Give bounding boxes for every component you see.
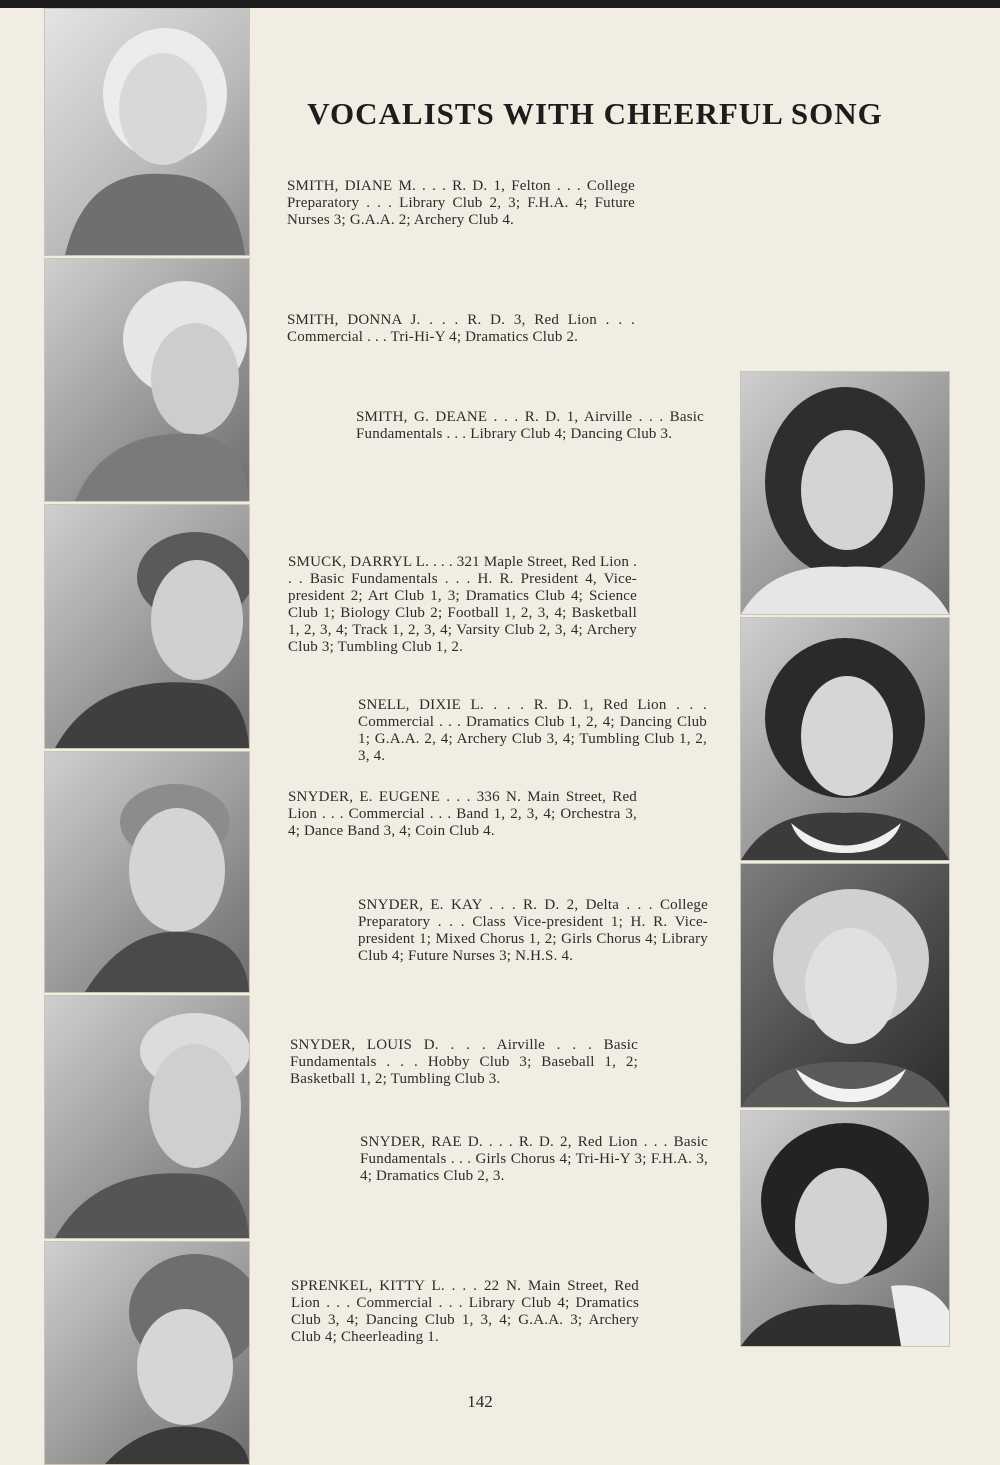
bio-smith-diane: SMITH, DIANE M. . . . R. D. 1, Felton . . . College Preparatory . . . Library Club 2, 3; F.H.A. 4; Future Nurses 3; G.A.A. 2; Archery Club 4. (287, 178, 635, 228)
portrait-silhouette (45, 259, 249, 501)
portrait-sprenkel-kitty (44, 1241, 250, 1465)
portrait-smith-deane (740, 371, 950, 615)
bio-sprenkel-kitty: SPRENKEL, KITTY L. . . . 22 N. Main Street, Red Lion . . . Commercial . . . Library Club 4; Dramatics Club 3, 4; Dancing Club 1, 3, 4; G.A.A. 3; Archery Club 4; Cheerleading 1. (291, 1278, 639, 1345)
portrait-silhouette (45, 1242, 249, 1464)
portrait-silhouette (45, 996, 249, 1238)
portrait-snyder-kay (740, 863, 950, 1108)
portrait-snyder-louis (44, 995, 250, 1239)
portrait-silhouette (45, 505, 249, 748)
bio-smith-deane: SMITH, G. DEANE . . . R. D. 1, Airville . . . Basic Fundamentals . . . Library Club 4; Dancing Club 3. (356, 409, 704, 442)
portrait-silhouette (45, 752, 249, 992)
portrait-silhouette (741, 1111, 949, 1346)
portrait-smith-donna (44, 258, 250, 502)
portrait-silhouette (741, 864, 949, 1107)
portrait-snell-dixie (740, 617, 950, 861)
bio-snell-dixie: SNELL, DIXIE L. . . . R. D. 1, Red Lion . . . Commercial . . . Dramatics Club 1, 2, 4; Dancing Club 1; G.A.A. 2, 4; Archery Club 3, 4; Tumbling Club 1, 2, 3, 4. (358, 697, 707, 764)
bio-snyder-eugene: SNYDER, E. EUGENE . . . 336 N. Main Street, Red Lion . . . Commercial . . . Band 1, 2, 3, 4; Orchestra 3, 4; Dance Band 3, 4; Coin Club 4. (288, 789, 637, 839)
page-title: VOCALISTS WITH CHEERFUL SONG (307, 96, 883, 131)
page-number: 142 (467, 1392, 493, 1411)
page-top-edge (0, 0, 1000, 8)
portrait-snyder-rae (740, 1110, 950, 1347)
bio-smuck-darryl: SMUCK, DARRYL L. . . . 321 Maple Street, Red Lion . . . Basic Fundamentals . . . H. R. President 4, Vice-president 2; Art Club 1, 3; Dramatics Club 4; Science Club 1; Biology Club 2; Football 1, 2, 3, 4; Basketball 1, 2, 3, 4; Track 1, 2, 3, 4; Varsity Club 2, 3, 4; Archery Club 3; Tumbling Club 1, 2. (288, 554, 637, 655)
portrait-snyder-eugene (44, 751, 250, 993)
portrait-smith-diane (44, 8, 250, 256)
bio-snyder-kay: SNYDER, E. KAY . . . R. D. 2, Delta . . . College Preparatory . . . Class Vice-president 1; H. R. Vice-president 1; Mixed Chorus 1, 2; Girls Chorus 4; Library Club 4; Future Nurses 3; N.H.S. 4. (358, 897, 708, 964)
portrait-smuck-darryl (44, 504, 250, 749)
bio-smith-donna: SMITH, DONNA J. . . . R. D. 3, Red Lion . . . Commercial . . . Tri-Hi-Y 4; Dramatics Club 2. (287, 312, 635, 345)
bio-snyder-louis: SNYDER, LOUIS D. . . . Airville . . . Basic Fundamentals . . . Hobby Club 3; Baseball 1, 2; Basketball 1, 2; Tumbling Club 3. (290, 1037, 638, 1087)
portrait-silhouette (741, 372, 949, 614)
bio-snyder-rae: SNYDER, RAE D. . . . R. D. 2, Red Lion . . . Basic Fundamentals . . . Girls Chorus 4; Tri-Hi-Y 3; F.H.A. 3, 4; Dramatics Club 2, 3. (360, 1134, 708, 1184)
portrait-silhouette (741, 618, 949, 860)
portrait-silhouette (45, 9, 249, 255)
